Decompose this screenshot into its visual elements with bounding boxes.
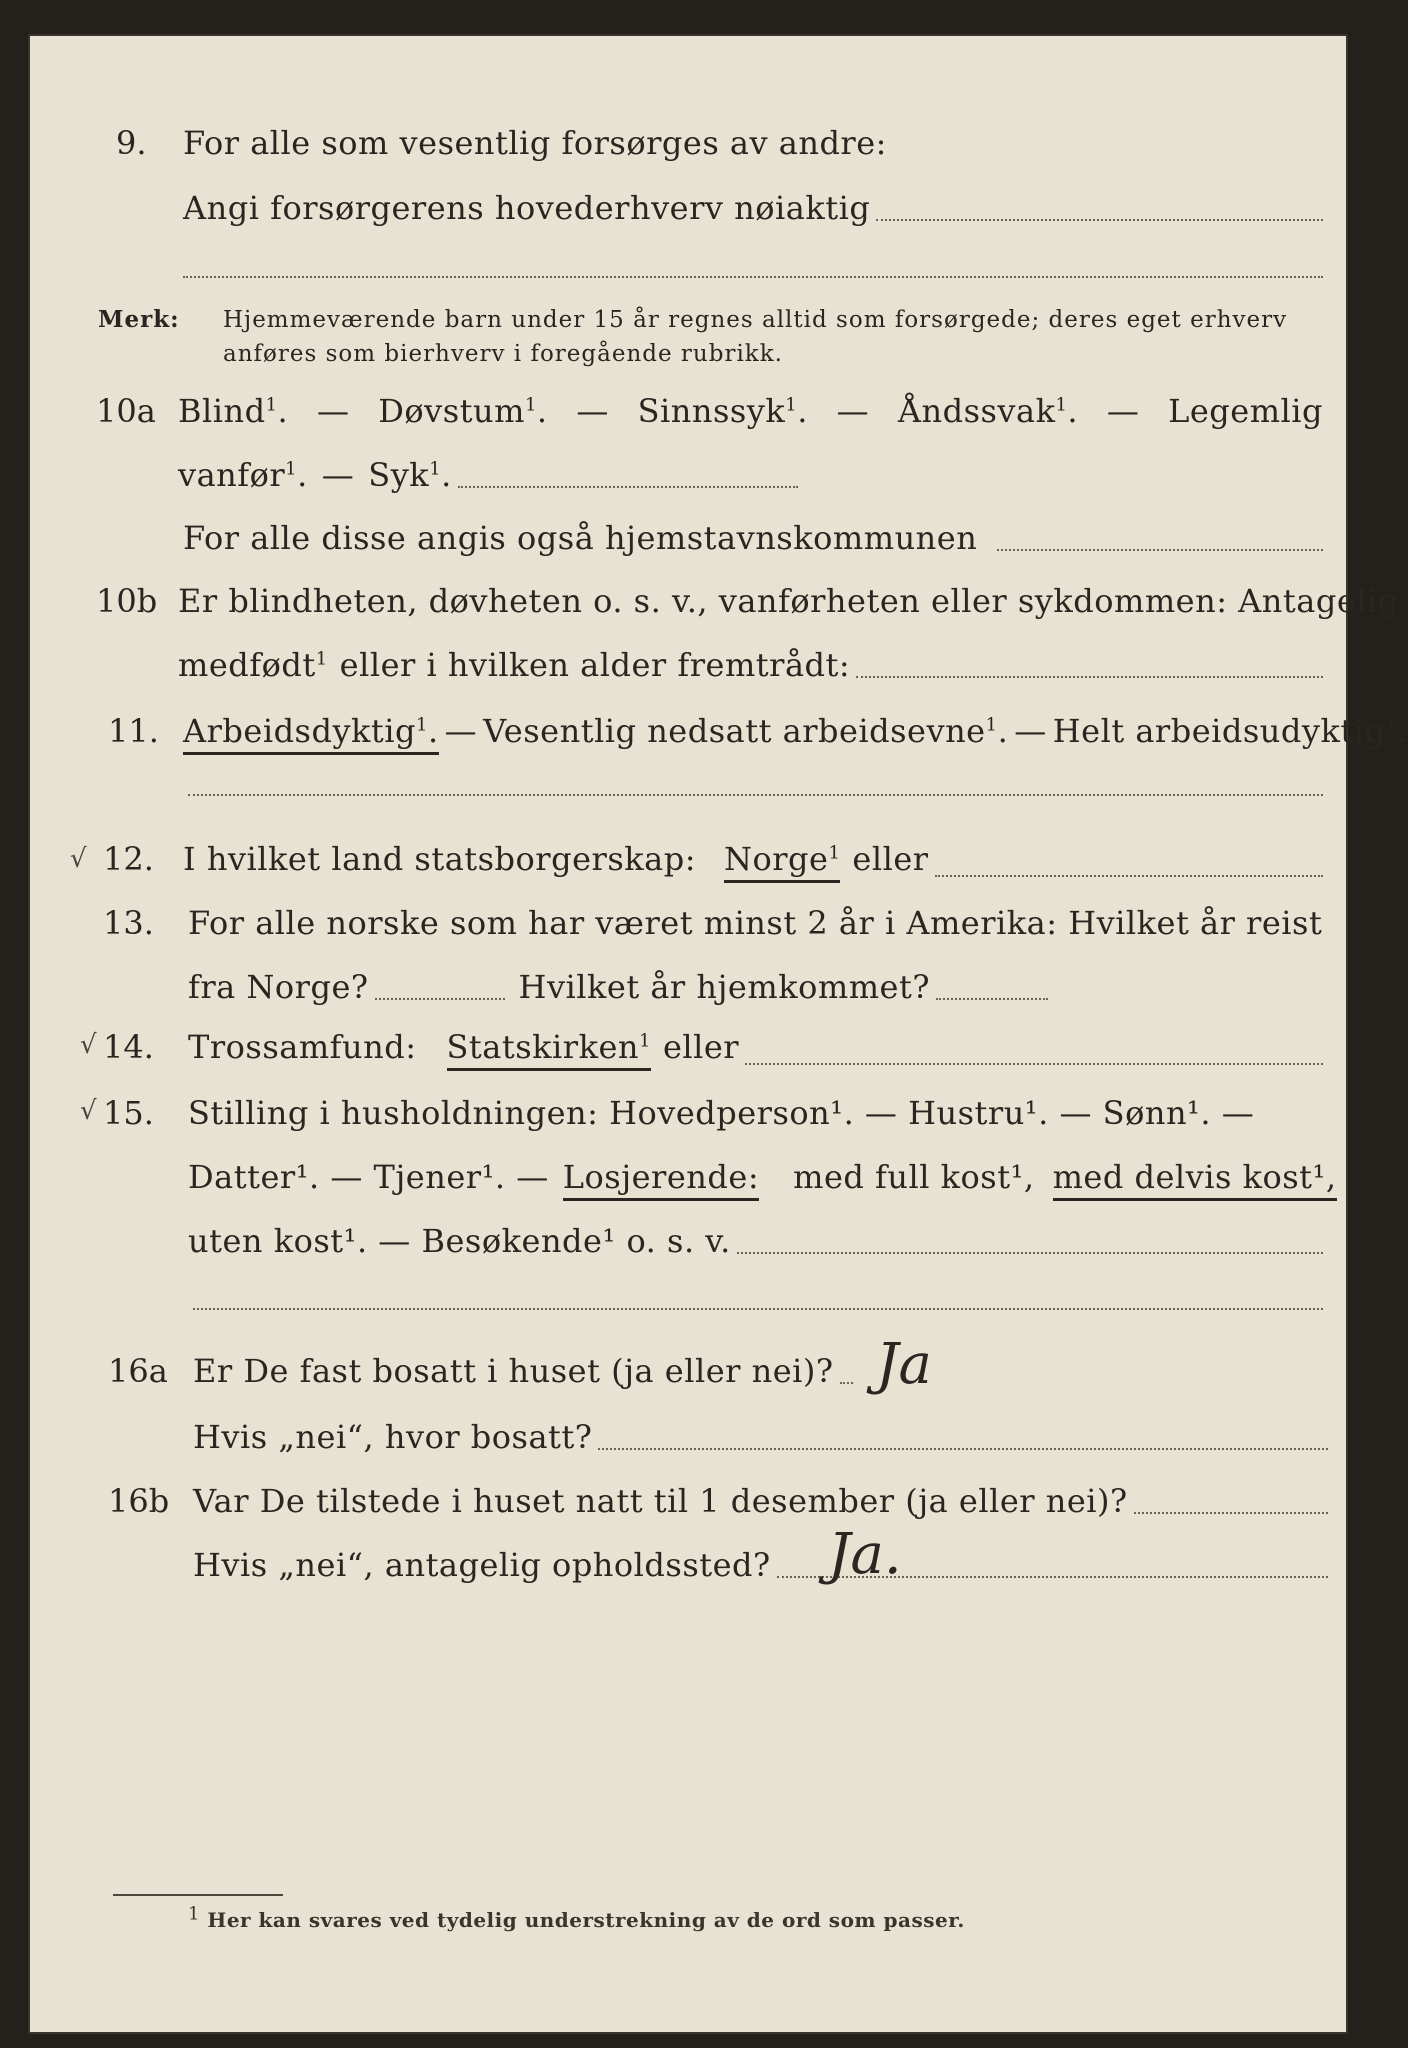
option-losjerende[interactable]: Losjerende: xyxy=(563,1158,759,1201)
q16a-line1: Er De fast bosatt i huset (ja eller nei)? xyxy=(193,1352,853,1390)
q10b-answer-field[interactable] xyxy=(856,675,1323,678)
option-uten-kost-besokende[interactable]: uten kost¹. — Besøkende¹ o. s. v. xyxy=(188,1222,731,1260)
handwritten-answer-16a: Ja xyxy=(876,1332,932,1397)
option-delvis-kost[interactable]: med delvis kost¹, xyxy=(1053,1158,1337,1201)
option-vanfor[interactable]: vanfør$^1$. xyxy=(178,456,308,494)
q15-line1: Stilling i husholdningen: Hovedperson¹. — Hustru¹. — Sønn¹. — xyxy=(188,1094,1255,1132)
option-arbeidsdyktig[interactable]: Arbeidsdyktig$^1$. xyxy=(183,712,439,755)
hjemstavn-field[interactable] xyxy=(997,548,1323,551)
q16b-line2: Hvis „nei“, antagelig opholdssted? xyxy=(193,1546,1328,1584)
option-syk[interactable]: Syk$^1$. xyxy=(368,456,452,494)
merk-label: Merk: xyxy=(98,306,180,333)
q14-line: Trossamfund: Statskirken$^1$ eller xyxy=(188,1028,1323,1071)
hjemstavn-label: For alle disse angis også hjemstavnskommunen xyxy=(183,519,978,557)
q10a-answer-field[interactable] xyxy=(458,485,798,488)
q10a-number: 10a xyxy=(96,392,156,430)
checkmark-icon: √ xyxy=(80,1096,97,1126)
q16a-residence-field[interactable] xyxy=(598,1447,1328,1450)
option-blind[interactable]: Blind$^1$. xyxy=(178,392,289,430)
q11-number: 11. xyxy=(108,712,159,750)
q10a-line1: Blind$^1$. — Døvstum$^1$. — Sinnssyk$^1$. — Åndssvak$^1$. — Legemlig xyxy=(178,392,1323,430)
q15-number: 15. xyxy=(103,1094,154,1132)
q11-line: Arbeidsdyktig$^1$. — Vesentlig nedsatt arbeidsevne$^1$. — Helt arbeidsudyktig$^1$. xyxy=(183,712,1408,755)
q9-line2 xyxy=(183,189,1323,227)
checkmark-icon: √ xyxy=(70,844,87,874)
q15-line3 xyxy=(188,1222,1323,1260)
option-medfodt[interactable]: medfødt$^1$ xyxy=(178,646,328,684)
q15-answer-field[interactable] xyxy=(737,1251,1323,1254)
q9-occupation-label: Angi forsørgerens hovederhverv nøiaktig xyxy=(183,189,871,227)
footnote-separator xyxy=(113,1894,283,1896)
q14-number: 14. xyxy=(103,1028,154,1066)
q12-other-country-field[interactable] xyxy=(935,874,1323,877)
merk-line1: Hjemmeværende barn under 15 år regnes alltid som forsørgede; deres eget erhverv xyxy=(223,307,1288,333)
q16a-number: 16a xyxy=(108,1352,168,1390)
q16a-line2: Hvis „nei“, hvor bosatt? xyxy=(193,1418,1328,1456)
option-full-kost[interactable]: med full kost¹, xyxy=(793,1158,1035,1196)
q16a-answer-field[interactable] xyxy=(840,1381,853,1384)
census-form-page xyxy=(28,34,1408,2034)
answer-statskirken[interactable]: Statskirken$^1$ xyxy=(447,1028,651,1071)
q15-answer-line[interactable] xyxy=(193,1308,1323,1310)
q14-other-faith-field[interactable] xyxy=(745,1062,1323,1065)
option-dovstum[interactable]: Døvstum$^1$. xyxy=(378,392,548,430)
q13-line1: For alle norske som har været minst 2 år i Amerika: Hvilket år reist xyxy=(188,904,1323,942)
q10b-line2: medfødt$^1$ eller i hvilken alder fremtrådt: xyxy=(178,646,1323,684)
q16b-number: 16b xyxy=(108,1482,170,1520)
q10a-line2: vanfør$^1$. — Syk$^1$. xyxy=(178,456,798,494)
option-helt-arbeidsudyktig[interactable]: Helt arbeidsudyktig$^1$. xyxy=(1052,712,1408,750)
q10b-number: 10b xyxy=(96,582,158,620)
q15-line2 xyxy=(188,1158,1337,1201)
option-andssvak[interactable]: Åndssvak$^1$. xyxy=(897,392,1079,430)
option-sinnssyk[interactable]: Sinnssyk$^1$. xyxy=(637,392,808,430)
q9-number: 9. xyxy=(116,124,147,162)
q16b-answer-field[interactable] xyxy=(1134,1511,1328,1514)
option-datter-tjener[interactable]: Datter¹. — Tjener¹. — xyxy=(188,1158,549,1196)
merk-line2: anføres som bierhverv i foregående rubrikk. xyxy=(223,341,783,367)
q10b-line1: Er blindheten, døvheten o. s. v., vanførheten eller sykdommen: Antagelig xyxy=(178,582,1399,620)
q9-question-text: For alle som vesentlig forsørges av andre: xyxy=(183,124,887,162)
q12-number: 12. xyxy=(103,840,154,878)
q9-answer-line2[interactable] xyxy=(183,276,1323,278)
q9-answer-field[interactable] xyxy=(876,218,1323,221)
checkmark-icon: √ xyxy=(80,1030,97,1060)
q10a-line3 xyxy=(183,519,1323,557)
q9-line1 xyxy=(183,124,887,162)
footnote: 1 Her kan svares ved tydelig understrekning av de ord som passer. xyxy=(188,1903,965,1932)
option-legemlig[interactable]: Legemlig xyxy=(1168,392,1323,430)
q12-line: I hvilket land statsborgerskap: Norge$^1$ eller xyxy=(183,840,1323,883)
year-left-field[interactable] xyxy=(375,997,505,1000)
q13-line2: fra Norge? Hvilket år hjemkommet? xyxy=(188,968,1048,1006)
q11-answer-line[interactable] xyxy=(188,794,1323,796)
option-vesentlig-nedsatt[interactable]: Vesentlig nedsatt arbeidsevne$^1$. xyxy=(483,712,1009,750)
q13-number: 13. xyxy=(103,904,154,942)
answer-norge[interactable]: Norge$^1$ xyxy=(724,840,840,883)
q16b-line1: Var De tilstede i huset natt til 1 desember (ja eller nei)? xyxy=(193,1482,1328,1520)
handwritten-answer-16b: Ja. xyxy=(828,1522,902,1587)
year-returned-field[interactable] xyxy=(936,997,1048,1000)
